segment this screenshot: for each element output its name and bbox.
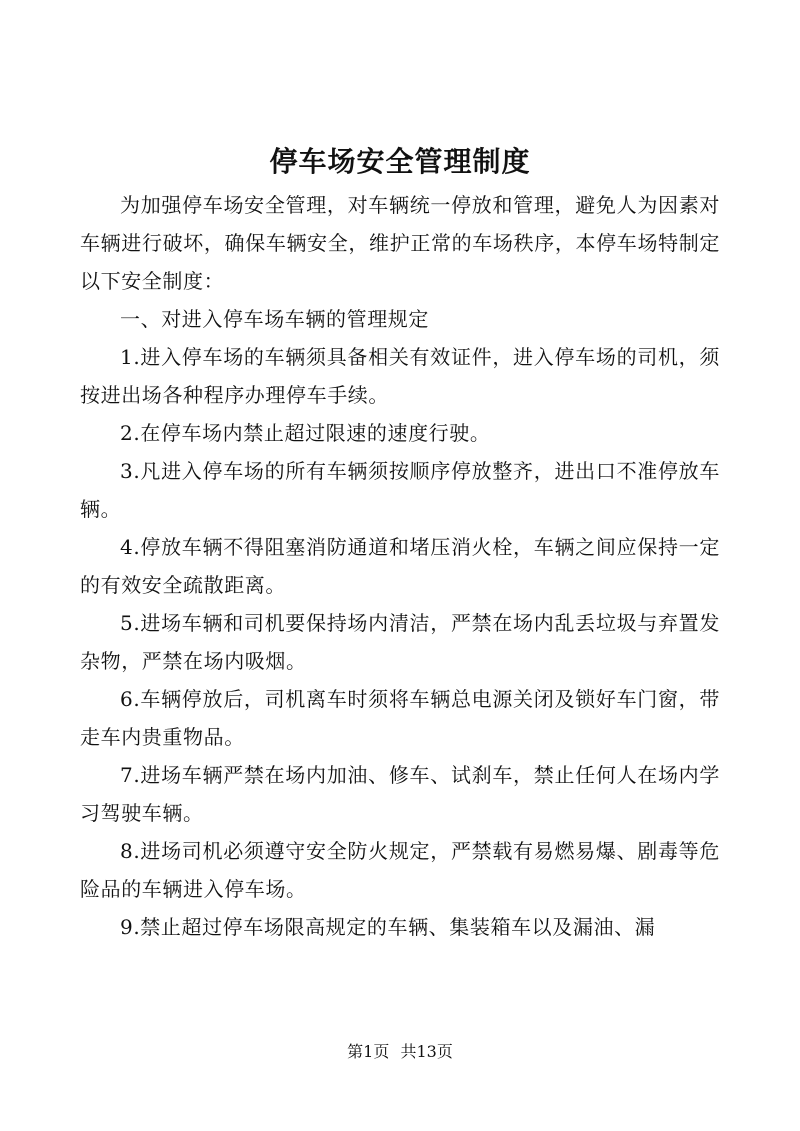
- rule-item-5: 5.进场车辆和司机要保持场内清洁，严禁在场内乱丢垃圾与弃置发杂物，严禁在场内吸烟。: [80, 611, 720, 673]
- document-title: 停车场安全管理制度: [269, 145, 531, 178]
- section-heading: 一、对进入停车场车辆的管理规定: [120, 307, 429, 331]
- document-body: [80, 186, 720, 946]
- page-total: 共13页: [400, 1042, 453, 1061]
- rule-item-7: 7.进场车辆严禁在场内加油、修车、试刹车，禁止任何人在场内学习驾驶车辆。: [80, 763, 720, 825]
- rule-item-9: 9.禁止超过停车场限高规定的车辆、集装箱车以及漏油、漏: [120, 915, 656, 939]
- rule-item-1: 1.进入停车场的车辆须具备相关有效证件，进入停车场的司机，须按进出场各种程序办理停车手续。: [80, 345, 720, 407]
- rule-item-3: 3.凡进入停车场的所有车辆须按顺序停放整齐，进出口不准停放车辆。: [80, 459, 720, 521]
- intro-paragraph: 为加强停车场安全管理，对车辆统一停放和管理，避免人为因素对车辆进行破坏，确保车辆安全，维护正常的车场秩序，本停车场特制定以下安全制度：: [80, 193, 720, 293]
- rule-item-6: 6.车辆停放后，司机离车时须将车辆总电源关闭及锁好车门窗，带走车内贵重物品。: [80, 687, 720, 749]
- rule-item-2: 2.在停车场内禁止超过限速的速度行驶。: [120, 421, 491, 445]
- page-footer: [0, 1040, 800, 1064]
- rule-item-8: 8.进场司机必须遵守安全防火规定，严禁载有易燃易爆、剧毒等危险品的车辆进入停车场。: [80, 839, 720, 901]
- page-number: 第1页: [347, 1042, 390, 1061]
- rule-item-4: 4.停放车辆不得阻塞消防通道和堵压消火栓，车辆之间应保持一定的有效安全疏散距离。: [80, 535, 720, 597]
